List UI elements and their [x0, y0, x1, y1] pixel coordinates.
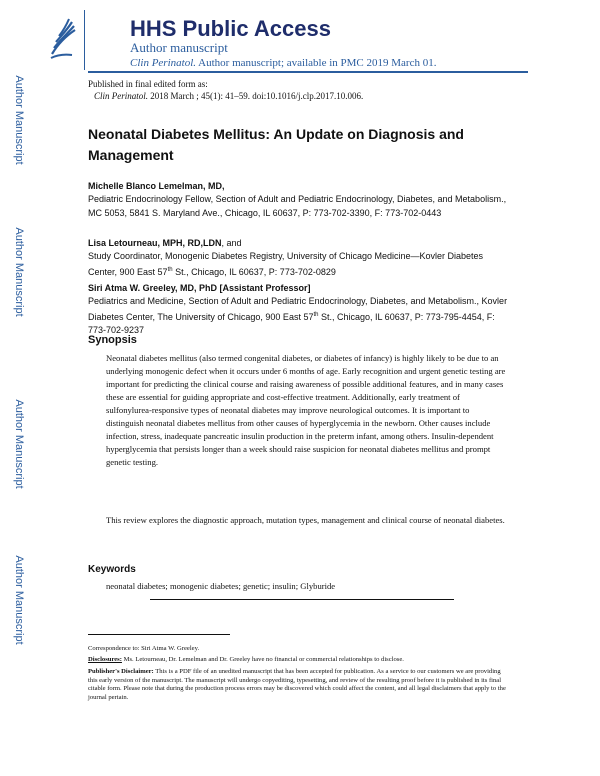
- author-affiliation: Pediatric Endocrinology Fellow, Section of Adult and Pediatric Endocrinology, Diabetes, and Metabolism., MC 5053, 5841 S. Maryland Ave., Chicago, IL 60637, P: 773-702-3390, F: 773-702-0443: [88, 194, 507, 218]
- author-name: Lisa Letourneau, MPH, RD,LDN, and: [88, 238, 242, 248]
- citation-line: Clin Perinatol. 2018 March ; 45(1): 41–59. doi:10.1016/j.clp.2017.10.006.: [94, 91, 364, 101]
- sidebar: [0, 0, 42, 776]
- correspondence-note: Correspondence to: Siri Atma W. Greeley.: [88, 645, 200, 652]
- author-manuscript-label: Author manuscript: [130, 40, 228, 55]
- synopsis-paragraph: This review explores the diagnostic approach, mutation types, management and clinical course of neonatal diabetes.: [106, 515, 505, 525]
- sidebar-label: Author Manuscript: [13, 75, 25, 165]
- sidebar-label: Author Manuscript: [13, 227, 25, 317]
- author-name: Michelle Blanco Lemelman, MD,: [88, 181, 225, 191]
- hhs-eagle-logo-icon: [48, 14, 78, 60]
- author-affiliation: Study Coordinator, Monogenic Diabetes Registry, University of Chicago Medicine—Kovler Diabetes Center, 900 East 57th St., Chicago, IL 60637, P: 773-702-0829: [88, 251, 484, 277]
- header-rule: [88, 71, 528, 73]
- sidebar-label: Author Manuscript: [13, 399, 25, 489]
- disclosures-note: Disclosures: Ms. Letourneau, Dr. Lemelman and Dr. Greeley have no financial or commercial relationships to disclose.: [88, 656, 404, 663]
- author-name: Siri Atma W. Greeley, MD, PhD [Assistant Professor]: [88, 283, 311, 293]
- article-title: Neonatal Diabetes Mellitus: An Update on Diagnosis and Management: [88, 126, 464, 163]
- author-affiliation: Pediatrics and Medicine, Section of Adult and Pediatric Endocrinology, Diabetes, and Metabolism., Kovler Diabetes Center, The University of Chicago, 900 East 57th St., Chicago, IL 60637, P: 773-795-4454, F: 773-702-9237: [88, 296, 508, 335]
- keywords-heading: Keywords: [88, 564, 136, 575]
- synopsis-heading: Synopsis: [88, 334, 137, 346]
- footnote-divider: [88, 634, 230, 635]
- published-label: Published in final edited form as:: [88, 79, 208, 89]
- availability-line: Clin Perinatol. Author manuscript; available in PMC 2019 March 01.: [130, 57, 437, 69]
- keywords-list: neonatal diabetes; monogenic diabetes; genetic; insulin; Glyburide: [106, 581, 336, 591]
- sidebar-label: Author Manuscript: [13, 555, 25, 645]
- synopsis-paragraph: Neonatal diabetes mellitus (also termed congenital diabetes, or diabetes of infancy) is highly likely to be due to an underlying monogenic defect when it occurs under 6 months of age. Early recognition and urgent genetic testing are important for predicting the clinical course and raising awareness of possible additional features, and in many cases these are essential for guiding appropriate and cost-effective treatment. Additionally, early treatment of sulfonylurea-responsive types of neonatal diabetes may improve neurological outcomes. It is important to distinguish neonatal diabetes mellitus from other causes of hyperglycemia in the newborn. Other causes include infection, stress, inadequate pancreatic insulin production in the preterm infant, among others. Insulin-dependent hyperglycemia that persists longer than a week should raise suspicion for neonatal diabetes mellitus and prompt genetic testing.: [106, 353, 506, 467]
- publisher-disclaimer: Publisher's Disclaimer: This is a PDF file of an unedited manuscript that has been accepted for publication. As a service to our customers we are providing this early version of the manuscript. The manuscript will undergo copyediting, typesetting, and review of the resulting proof before it is published in its final citable form. Please note that during the production process errors may be discovered which could affect the content, and all legal disclaimers that apply to the journal pertain.: [88, 668, 506, 701]
- hhs-public-access-title: HHS Public Access: [130, 16, 331, 41]
- header-divider: [84, 10, 85, 70]
- keywords-divider: [150, 599, 454, 600]
